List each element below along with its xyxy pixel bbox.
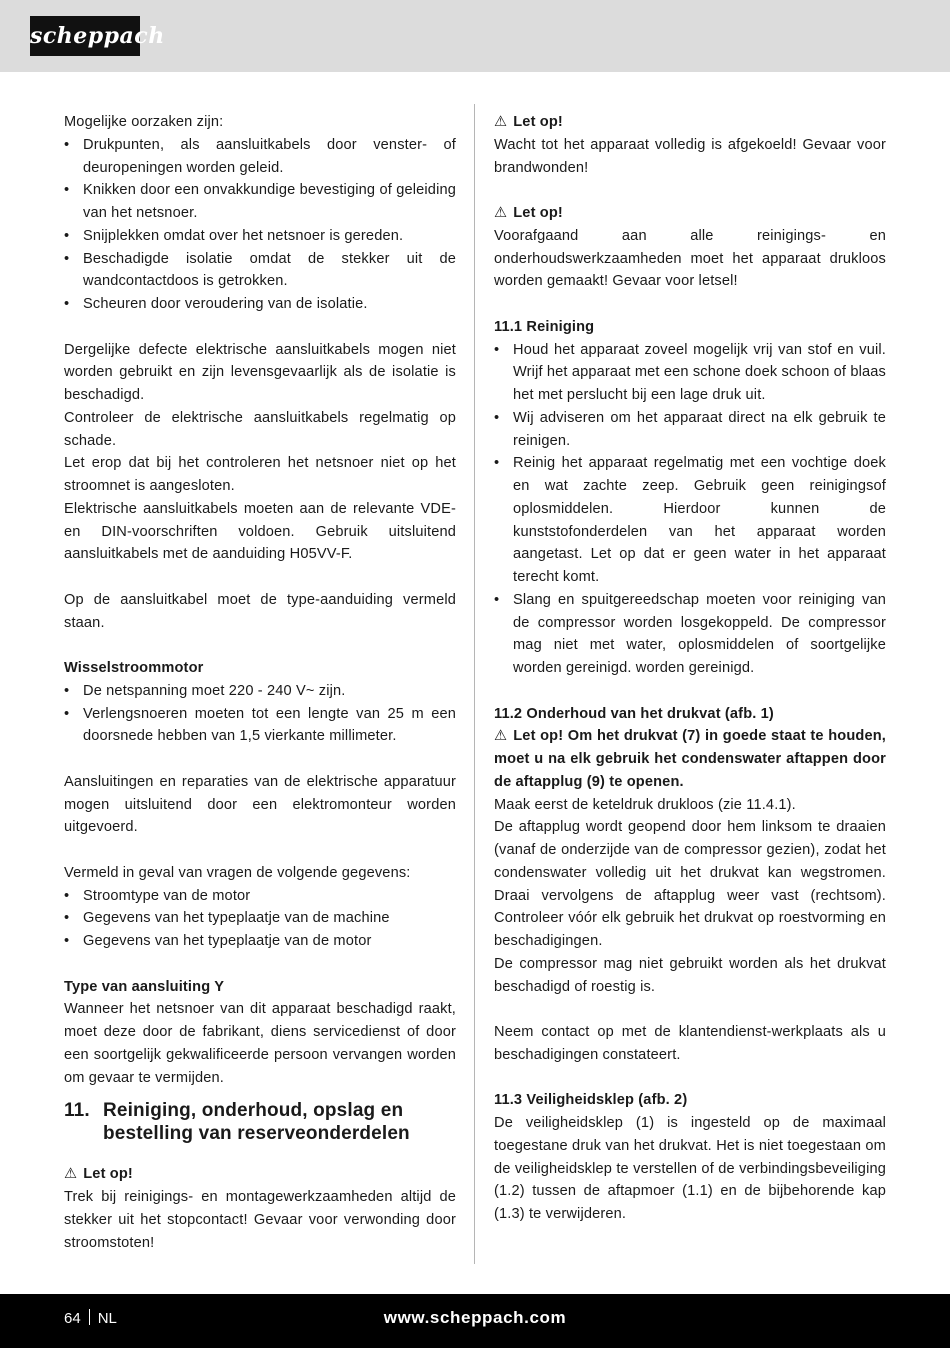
type-designation-paragraph: Op de aansluitkabel moet de type-aanduiding vermeld staan.: [64, 591, 456, 631]
list-item: • Beschadigde isolatie omdat de stekker uit de wandcontactdoos is getrokken.: [64, 248, 456, 294]
electrician-paragraph: Aansluitingen en reparaties van de elektrische apparatuur mogen uitsluitend door een elektromonteur worden uitgevoerd.: [64, 773, 456, 836]
warning-text: Wacht tot het apparaat volledig is afgekoeld! Gevaar voor brandwonden!: [494, 136, 886, 176]
list-item: • De netspanning moet 220 - 240 V~ zijn.: [64, 680, 456, 703]
language-code: NL: [97, 1310, 117, 1327]
warning-icon: ⚠: [494, 728, 508, 745]
warning-heading: ⚠ Let op!: [64, 1163, 456, 1186]
paragraph: Let erop dat bij het controleren het netsnoer niet op het stroomnet is aangesloten.: [64, 455, 456, 494]
valve-heading: 11.3 Veiligheidsklep (afb. 2): [494, 1092, 688, 1109]
cleaning-heading: 11.1 Reiniging: [494, 318, 595, 335]
list-item: • Wij adviseren om het apparaat direct na elk gebruik te reinigen.: [494, 407, 886, 453]
tank-warning: ⚠ Let op! Om het drukvat (7) in goede staat te houden, moet u na elk gebruik het condenswater aftappen door de aftapplug (9) te openen.: [494, 725, 886, 793]
list-item: • Houd het apparaat zoveel mogelijk vrij van stof en vuil. Wrijf het apparaat met een schone doek schoon of blaas het met perslucht bij een lage druk uit.: [494, 339, 886, 407]
list-item: • Knikken door een onvakkundige bevestiging of geleiding van het netsnoer.: [64, 179, 456, 225]
ac-motor-list: [64, 680, 456, 748]
right-column: [494, 111, 886, 1226]
page-number: 64 NL: [64, 1310, 117, 1327]
list-item: • Reinig het apparaat regelmatig met een vochtige doek en wat zachte zeep. Gebruik geen reinigingsof oplosmiddelen. Hierdoor kunnen de kunststofonderdelen van het apparaat worden aangetast. Let op dat er geen water in het apparaat terecht komt.: [494, 452, 886, 589]
section-title: Reiniging, onderhoud, opslag en bestelling van reserveonderdelen: [103, 1100, 410, 1145]
warning-icon: ⚠: [494, 205, 508, 221]
warning-text: Voorafgaand aan alle reinigings- en onderhoudswerkzaamheden moet het apparaat drukloos worden gemaakt! Gevaar voor letsel!: [494, 227, 886, 290]
paragraph: Controleer de elektrische aansluitkabels regelmatig op schade.: [64, 409, 456, 449]
causes-intro: Mogelijke oorzaken zijn:: [64, 114, 224, 130]
paragraph: Elektrische aansluitkabels moeten aan de relevante VDE- en DIN-voorschriften voldoen. Gebruik uitsluitend aansluitkabels met de aanduiding H05VV-F.: [64, 500, 456, 563]
paragraph: De compressor mag niet gebruikt worden als het drukvat beschadigd of roestig is.: [494, 955, 886, 995]
warning-text: Trek bij reinigings- en montagewerkzaamheden altijd de stekker uit het stopcontact! Gevaar voor verwonding door stroomstoten!: [64, 1189, 456, 1251]
list-item: • Verlengsnoeren moeten tot een lengte van 25 m een doorsnede hebben van 1,5 vierkante millimeter.: [64, 703, 456, 749]
section-11-heading: [64, 1099, 456, 1145]
list-item: • Stroomtype van de motor: [64, 885, 456, 908]
valve-paragraph: De veiligheidsklep (1) is ingesteld op de maximaal toegestane druk van het drukvat. Het is niet toegestaan om de veiligheidsklep te verstellen of de verbindingsbeveiliging (1.2) tussen de aftapmoer (1.1) en de bijbehorende kap (1.3) te verwijderen.: [494, 1115, 886, 1222]
list-item: • Drukpunten, als aansluitkabels door venster- of deuropeningen worden geleid.: [64, 134, 456, 180]
list-item: • Scheuren door veroudering van de isolatie.: [64, 293, 456, 316]
ac-motor-heading: Wisselstroommotor: [64, 660, 204, 676]
paragraph: Dergelijke defecte elektrische aansluitkabels mogen niet worden gebruikt en zijn levensgevaarlijk als de isolatie is beschadigd.: [64, 341, 456, 403]
connection-y-paragraph: Wanneer het netsnoer van dit apparaat beschadigd raakt, moet deze door de fabrikant, diens servicedienst of door een soortgelijk gekwalificeerde persoon vervangen worden om gevaar te vermijden.: [64, 1001, 456, 1086]
page-header: [0, 0, 950, 72]
scheppach-logo: scheppach: [30, 16, 140, 56]
list-item: • Snijplekken omdat over het netsnoer is gereden.: [64, 225, 456, 248]
contact-paragraph: Neem contact op met de klantendienst-werkplaats als u beschadigingen constateert.: [494, 1024, 886, 1063]
list-item: • Gegevens van het typeplaatje van de machine: [64, 907, 456, 930]
questions-intro: Vermeld in geval van vragen de volgende gegevens:: [64, 864, 411, 881]
paragraph: De aftapplug wordt geopend door hem linksom te draaien (vanaf de onderzijde van de compressor gezien), zodat het condenswater volledig uit het drukvat kan wegstromen. Draai vervolgens de aftapplug weer vast (rechtsom). Controleer vóór elk gebruik het drukvat op roestvorming en beschadigingen.: [494, 819, 886, 949]
paragraph: Maak eerst de keteldruk drukloos (zie 11.4.1).: [494, 796, 796, 813]
list-item: • Slang en spuitgereedschap moeten voor reiniging van de compressor worden losgekoppeld. De compressor mag niet met water, oplosmiddelen of soortgelijke worden gereinigd. worden gereinigd.: [494, 589, 886, 680]
website-link[interactable]: www.scheppach.com: [383, 1308, 567, 1327]
connection-y-heading: Type van aansluiting Y: [64, 978, 225, 995]
left-column: [64, 111, 456, 1254]
questions-list: [64, 885, 456, 953]
warning-heading: ⚠ Let op!: [494, 202, 886, 225]
section-number: 11.: [64, 1100, 90, 1122]
column-divider: [474, 104, 475, 1264]
warning-icon: ⚠: [494, 114, 508, 130]
page-footer: [0, 1294, 950, 1348]
tank-heading: 11.2 Onderhoud van het drukvat (afb. 1): [494, 705, 774, 722]
causes-list: [64, 134, 456, 316]
warning-heading: ⚠ Let op!: [494, 111, 886, 134]
list-item: • Gegevens van het typeplaatje van de motor: [64, 930, 456, 953]
warning-icon: ⚠: [64, 1166, 78, 1183]
cleaning-list: [494, 339, 886, 680]
